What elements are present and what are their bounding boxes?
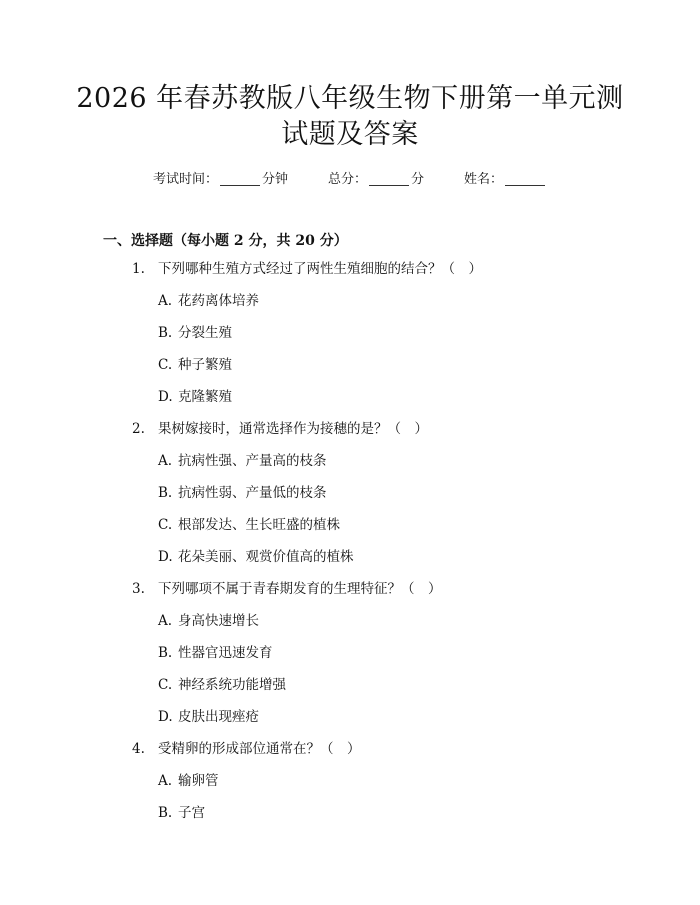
option-text: 子宫 (178, 805, 205, 821)
option-letter: B. (158, 325, 173, 341)
exam-meta (0, 168, 700, 187)
option-letter: C. (158, 677, 173, 693)
option-letter: A. (158, 453, 173, 469)
option-text: 分裂生殖 (178, 325, 232, 341)
total-score-blank (369, 171, 409, 186)
question-4 (132, 739, 361, 759)
option-text: 克隆繁殖 (178, 389, 232, 405)
option-text: 性器官迅速发育 (178, 645, 273, 661)
option-letter: B. (158, 485, 173, 501)
exam-time-label: 考试时间： (152, 172, 218, 187)
question-text: 下列哪项不属于青春期发育的生理特征？（ ） (158, 581, 442, 597)
question-2-option-a (158, 451, 327, 471)
question-1-option-a (158, 291, 259, 311)
option-text: 抗病性强、产量高的枝条 (178, 453, 327, 469)
question-2-option-b (158, 483, 327, 503)
option-letter: C. (158, 357, 173, 373)
question-number: 4. (132, 741, 145, 757)
option-text: 身高快速增长 (178, 613, 259, 629)
option-text: 皮肤出现痤疮 (178, 709, 259, 725)
question-text: 果树嫁接时，通常选择作为接穗的是？（ ） (158, 421, 428, 437)
question-2-option-c (158, 515, 340, 535)
page-title-line-2: 试题及答案 (281, 119, 419, 150)
option-text: 根部发达、生长旺盛的植株 (178, 517, 340, 533)
question-3-option-b (158, 643, 273, 663)
option-letter: A. (158, 293, 173, 309)
question-2 (132, 419, 428, 439)
option-letter: D. (158, 549, 173, 565)
option-letter: D. (158, 389, 173, 405)
total-score-label: 总分： (327, 172, 367, 187)
question-4-option-a (158, 771, 219, 791)
student-name-label: 姓名： (464, 172, 504, 187)
question-3-option-c (158, 675, 286, 695)
exam-time-unit: 分钟 (261, 172, 288, 187)
option-letter: C. (158, 517, 173, 533)
exam-time-blank (220, 171, 260, 186)
question-4-option-b (158, 803, 205, 823)
option-text: 花药离体培养 (178, 293, 259, 309)
student-name-field (464, 168, 547, 187)
section-heading: 一、选择题（每小题 2 分，共 20 分） (103, 233, 348, 249)
option-letter: A. (158, 613, 173, 629)
question-text: 受精卵的形成部位通常在？（ ） (158, 741, 361, 757)
question-number: 1. (132, 261, 145, 277)
option-text: 花朵美丽、观赏价值高的植株 (178, 549, 354, 565)
question-1-option-c (158, 355, 232, 375)
option-text: 输卵管 (178, 773, 219, 789)
question-1-option-d (158, 387, 232, 407)
option-letter: B. (158, 805, 173, 821)
question-3-option-d (158, 707, 259, 727)
total-score-field (328, 168, 424, 187)
option-text: 神经系统功能增强 (178, 677, 286, 693)
option-text: 抗病性弱、产量低的枝条 (178, 485, 327, 501)
question-1-option-b (158, 323, 232, 343)
option-text: 种子繁殖 (178, 357, 232, 373)
option-letter: D. (158, 709, 173, 725)
question-text: 下列哪种生殖方式经过了两性生殖细胞的结合？（ ） (158, 261, 482, 277)
question-3 (132, 579, 442, 599)
page-title-line-1: 2026 年春苏教版八年级生物下册第一单元测 (76, 83, 624, 114)
question-number: 3. (132, 581, 145, 597)
option-letter: B. (158, 645, 173, 661)
question-number: 2. (132, 421, 145, 437)
student-name-blank (505, 171, 545, 186)
total-score-unit: 分 (411, 172, 425, 187)
option-letter: A. (158, 773, 173, 789)
question-3-option-a (158, 611, 259, 631)
exam-time-field (153, 168, 288, 187)
question-2-option-d (158, 547, 354, 567)
question-1 (132, 259, 482, 279)
